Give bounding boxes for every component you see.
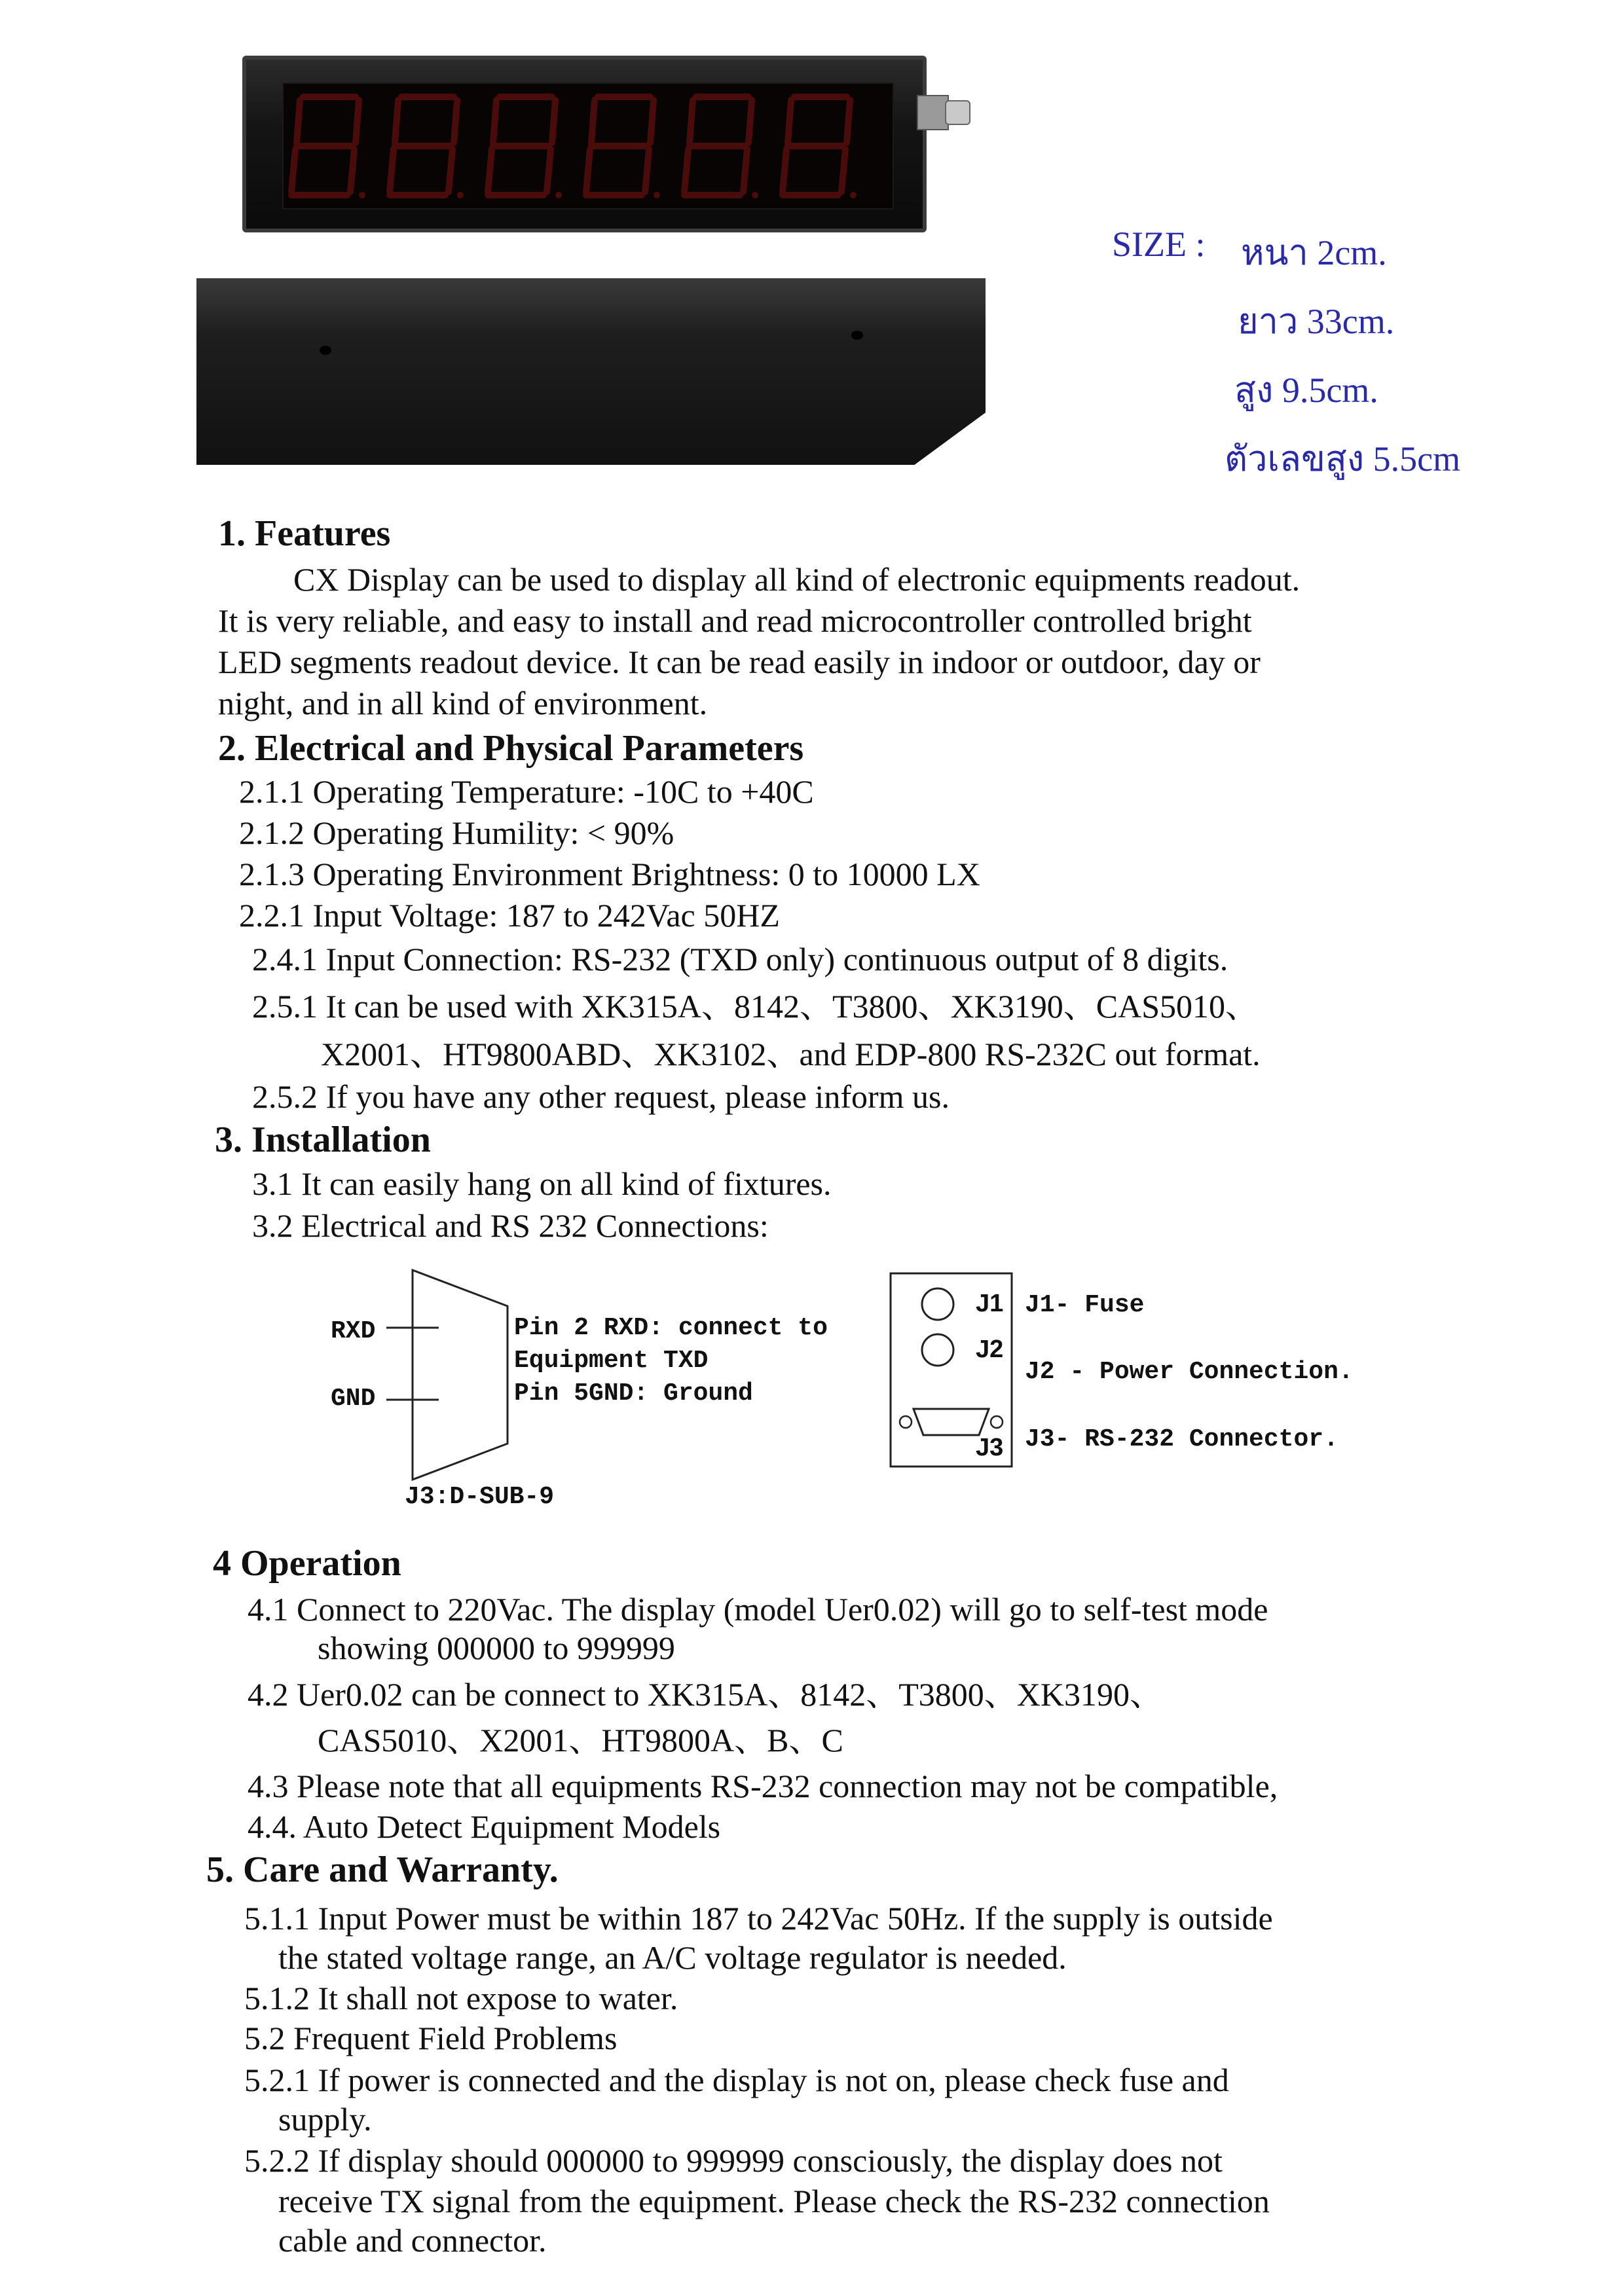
size-thickness: หนา 2cm.	[1241, 233, 1387, 272]
display-back-photo	[196, 278, 986, 465]
size-height: สูง 9.5cm.	[1234, 371, 1378, 410]
section-3-line: 3.2 Electrical and RS 232 Connections:	[252, 1207, 769, 1244]
section-5-line: 5.1.2 It shall not expose to water.	[244, 1980, 678, 2016]
j3-label: J3	[976, 1434, 1004, 1461]
mounting-hole	[851, 331, 863, 340]
section-5-line: receive TX signal from the equipment. Please check the RS-232 connection	[278, 2183, 1270, 2219]
pin2-label: Pin 2 RXD: connect to	[514, 1314, 828, 1342]
section-2-line: X2001、HT9800ABD、XK3102、and EDP-800 RS-232C out format.	[321, 1036, 1261, 1072]
section-2-line: 2.4.1 Input Connection: RS-232 (TXD only) continuous output of 8 digits.	[252, 941, 1228, 977]
section-4-line: 4.1 Connect to 220Vac. The display (model Uer0.02) will go to self-test mode	[248, 1591, 1268, 1628]
j2-label: J2	[976, 1336, 1004, 1363]
gnd-label: GND	[331, 1385, 376, 1413]
bnc-connector	[917, 88, 969, 134]
pin2-label-line2: Equipment TXD	[514, 1347, 709, 1375]
j1-label: J1	[976, 1290, 1004, 1317]
j3-description: J3- RS-232 Connector.	[1025, 1425, 1338, 1453]
size-label: SIZE :	[1112, 225, 1206, 264]
section-4-line: 4.4. Auto Detect Equipment Models	[248, 1808, 721, 1845]
section-2-line: 2.2.1 Input Voltage: 187 to 242Vac 50HZ	[239, 897, 780, 934]
section-4-line: 4.2 Uer0.02 can be connect to XK315A、8142、T3800、XK3190、	[248, 1676, 1162, 1713]
seven-segment-digits	[284, 84, 893, 208]
section-2-line: 2.5.1 It can be used with XK315A、8142、T3800、XK3190、CAS5010、	[252, 988, 1259, 1025]
dsub-connector-diagram	[327, 1267, 524, 1483]
section-5-line: 5.2 Frequent Field Problems	[244, 2020, 618, 2056]
size-digit-height: ตัวเลขสูง 5.5cm	[1225, 439, 1461, 479]
section-5-line: 5.2.1 If power is connected and the display is not on, please check fuse and	[244, 2062, 1229, 2098]
section-1-line: CX Display can be used to display all kind of electronic equipments readout.	[293, 561, 1301, 598]
section-3-heading: 3. Installation	[215, 1120, 431, 1160]
section-5-line: 5.2.2 If display should 000000 to 999999 consciously, the display does not	[244, 2142, 1223, 2179]
section-4-line: 4.3 Please note that all equipments RS-232 connection may not be compatible,	[248, 1768, 1278, 1804]
display-front-photo	[242, 56, 927, 232]
section-2-heading: 2. Electrical and Physical Parameters	[218, 728, 804, 769]
section-2-line: 2.1.1 Operating Temperature: -10C to +40C	[239, 773, 814, 810]
section-5-line: cable and connector.	[278, 2222, 547, 2259]
section-4-heading: 4 Operation	[213, 1543, 401, 1584]
size-length: ยาว 33cm.	[1238, 302, 1395, 341]
j1-description: J1- Fuse	[1025, 1291, 1145, 1319]
section-2-line: 2.1.2 Operating Humility: < 90%	[239, 814, 674, 851]
section-1-line: night, and in all kind of environment.	[218, 685, 708, 721]
led-bezel	[282, 82, 894, 210]
section-1-line: LED segments readout device. It can be read easily in indoor or outdoor, day or	[218, 644, 1261, 680]
section-5-line: supply.	[278, 2101, 372, 2138]
section-3-line: 3.1 It can easily hang on all kind of fixtures.	[252, 1165, 832, 1202]
pin5-label: Pin 5GND: Ground	[514, 1379, 753, 1408]
section-5-line: 5.1.1 Input Power must be within 187 to 242Vac 50Hz. If the supply is outside	[244, 1900, 1273, 1937]
mounting-hole	[320, 346, 331, 355]
section-5-line: the stated voltage range, an A/C voltage regulator is needed.	[278, 1939, 1067, 1976]
dsub-caption: J3:D-SUB-9	[405, 1483, 555, 1511]
section-4-line: showing 000000 to 999999	[318, 1630, 675, 1666]
rxd-label: RXD	[331, 1317, 376, 1345]
j2-description: J2 - Power Connection.	[1025, 1358, 1354, 1386]
section-2-line: 2.5.2 If you have any other request, please inform us.	[252, 1078, 950, 1115]
section-1-heading: 1. Features	[218, 513, 391, 554]
section-4-line: CAS5010、X2001、HT9800A、B、C	[318, 1722, 843, 1758]
section-1-line: It is very reliable, and easy to install and read microcontroller controlled bright	[218, 602, 1252, 639]
section-2-line: 2.1.3 Operating Environment Brightness: 0 to 10000 LX	[239, 856, 980, 892]
section-5-heading: 5. Care and Warranty.	[206, 1850, 559, 1890]
